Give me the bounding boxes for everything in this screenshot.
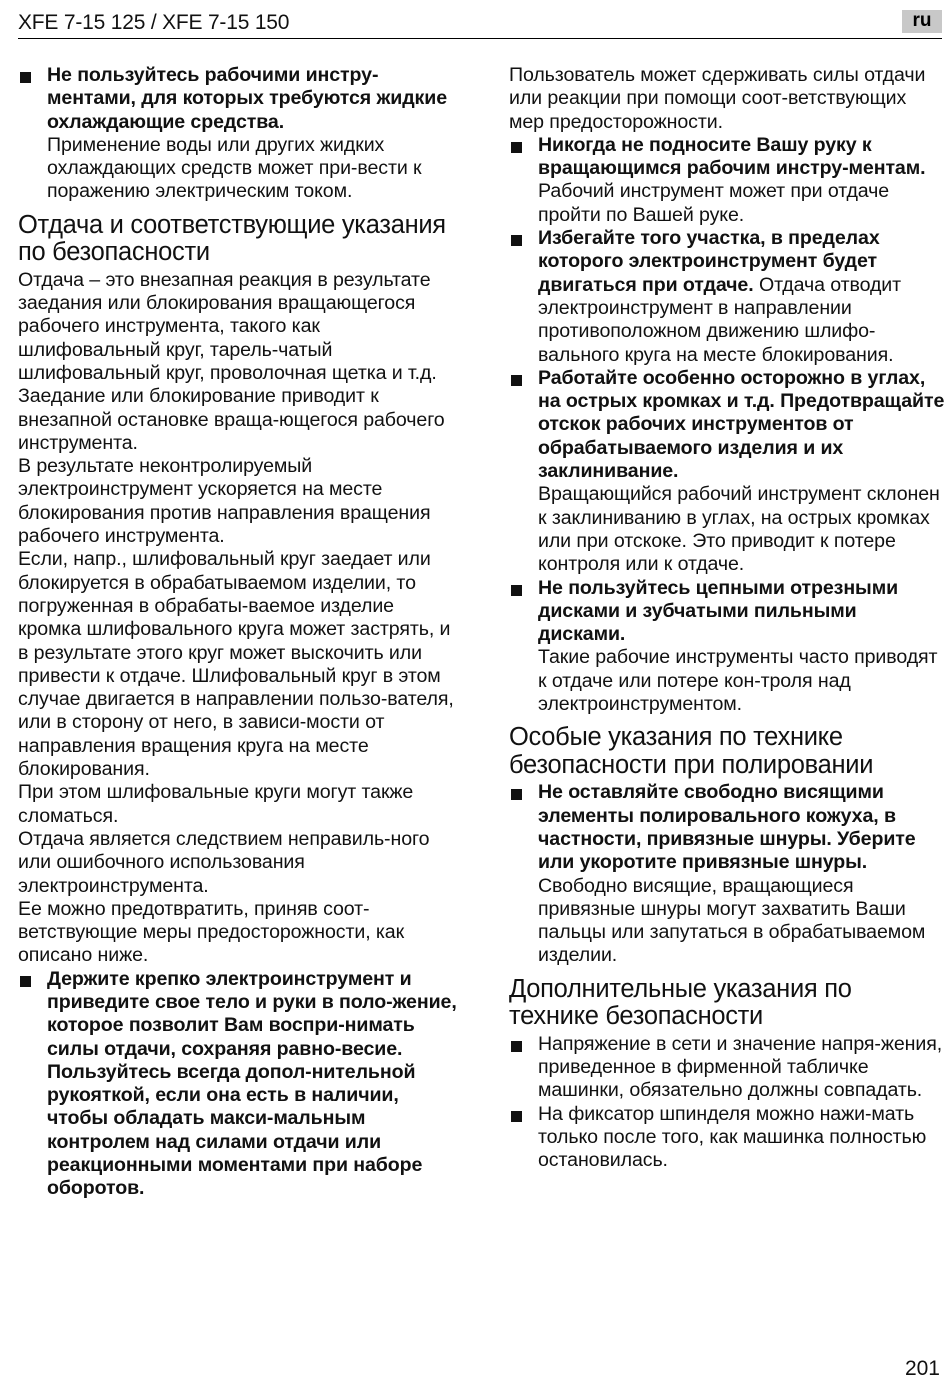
language-badge: ru (902, 10, 942, 33)
bullet-text: Рабочий инструмент может при отдаче пройти по Вашей руке. (538, 180, 890, 226)
bullet-no-chain-discs (509, 577, 945, 717)
bullet-bold-text: Никогда не подносите Вашу руку к вращающимся рабочим инстру-ментам. (538, 133, 926, 180)
heading-kickback: Отдача и соответствующие указания по безопасности (18, 210, 446, 267)
bullet-spindle-lock (509, 1103, 945, 1173)
header-title: XFE 7-15 125 / XFE 7-15 150 (18, 11, 290, 34)
paragraph: Отдача является следствием неправиль-ного или ошибочного использования электроинструмента. (18, 827, 430, 897)
bullet-no-liquid-coolant (18, 64, 458, 204)
bullet-loose-parts (509, 781, 945, 967)
bullet-bold-text: Не пользуйтесь цепными отрезными дисками и зубчатыми пильными дисками. (538, 576, 899, 646)
bullet-bold-text: Не оставляйте свободно висящими элементы полировального кожуха, в частности, привязные шнуры. Уберите или укоротите привязные шнуры. (538, 781, 916, 874)
paragraph: Отдача – это внезапная реакция в результате заедания или блокирования вращающегося рабочего инструмента, такого как шлифовальный круг, тарель-чатый шлифовальный круг, проволочная щетка и т.д. Заедание или блокирование приводит к внезапной остановке враща-ющегося рабочего инструмента. (18, 268, 445, 454)
right-column (509, 64, 945, 1172)
paragraph: При этом шлифовальные круги могут также сломаться. (18, 781, 414, 827)
paragraph: Если, напр., шлифовальный круг заедает или блокируется в обрабатываемом изделии, то погруженная в обрабаты-ваемое изделие кромка шлифовального круга может застрять, и в результате этого круг может выскочить или привести к отдаче. Шлифовальный круг в этом случае двигается в направлении пользо-вателя, или в сторону от него, в зависи-мости от направления вращения круга на месте блокирования. (18, 548, 454, 781)
bullet-text: Применение воды или других жидких охлаждающих средств может при-вести к поражению электрическим током. (47, 133, 422, 203)
bullet-bold-text: Работайте особенно осторожно в углах, на острых кромках и т.д. Предотвращайте отскок рабочих инструментов от обрабатываемого изделия и их заклинивание. (538, 366, 945, 483)
page-header (18, 10, 942, 39)
bullet-text: Такие рабочие инструменты часто приводят к отдаче или потере кон-троля над электроинструментом. (538, 646, 938, 716)
bullet-text: Свободно висящие, вращающиеся привязные шнуры могут захватить Ваши пальцы или запутаться в обрабатываемом изделии. (538, 874, 926, 967)
bullet-text: На фиксатор шпинделя можно нажи-мать только после того, как машинка полностью остановилась. (538, 1102, 927, 1172)
page-number: 201 (904, 1357, 940, 1380)
bullet-bold-text: Избегайте того участка, в пределах которого электроинструмент будет двигаться при отдаче. (538, 227, 880, 296)
bullet-text: Отдача отводит электроинструмент в направлении противоположном движению шлифо-вального круга на месте блокирования. (538, 273, 901, 366)
bullet-voltage (509, 1033, 945, 1103)
bullet-bold-text: Держите крепко электроинструмент и приведите свое тело и руки в поло-жение, которое позволит Вам воспри-нимать силы отдачи, сохраняя равно-весие. Пользуйтесь всегда допол-нительной рукояткой, если она есть в наличии, чтобы обладать макси-мальным контролем над силами отдачи или реакционными моментами при наборе оборотов. (47, 967, 457, 1200)
paragraph: Ее можно предотвратить, приняв соот-ветствующие меры предосторожности, как описано ниже. (18, 897, 405, 967)
heading-polishing-safety: Особые указания по технике безопасности при полировании (509, 723, 874, 779)
heading-additional-safety: Дополнительные указания по технике безопасности (509, 974, 852, 1031)
paragraph: В результате неконтролируемый электроинструмент ускоряется на месте блокирования против направления вращения рабочего инструмента. (18, 455, 431, 548)
bullet-avoid-kickback-area (509, 227, 945, 367)
left-column (18, 64, 458, 1201)
bullet-text: Напряжение в сети и значение напря-жения, приведенное в фирменной табличке машинки, обязательно должны совпадать. (538, 1032, 943, 1102)
bullet-bold-text: Не пользуйтесь рабочими инстру-ментами, для которых требуются жидкие охлаждающие средства. (47, 64, 448, 133)
bullet-hold-firmly (18, 968, 458, 1201)
bullet-corners-edges (509, 367, 945, 577)
intro-paragraph: Пользователь может сдерживать силы отдачи или реакции при помощи соот-ветствующих мер предосторожности. (509, 64, 926, 133)
bullet-hands-away (509, 134, 945, 227)
bullet-text: Вращающийся рабочий инструмент склонен к заклиниванию в углах, на острых кромках или при отскоке. Это приводит к потере контроля или к отдаче. (538, 483, 940, 576)
